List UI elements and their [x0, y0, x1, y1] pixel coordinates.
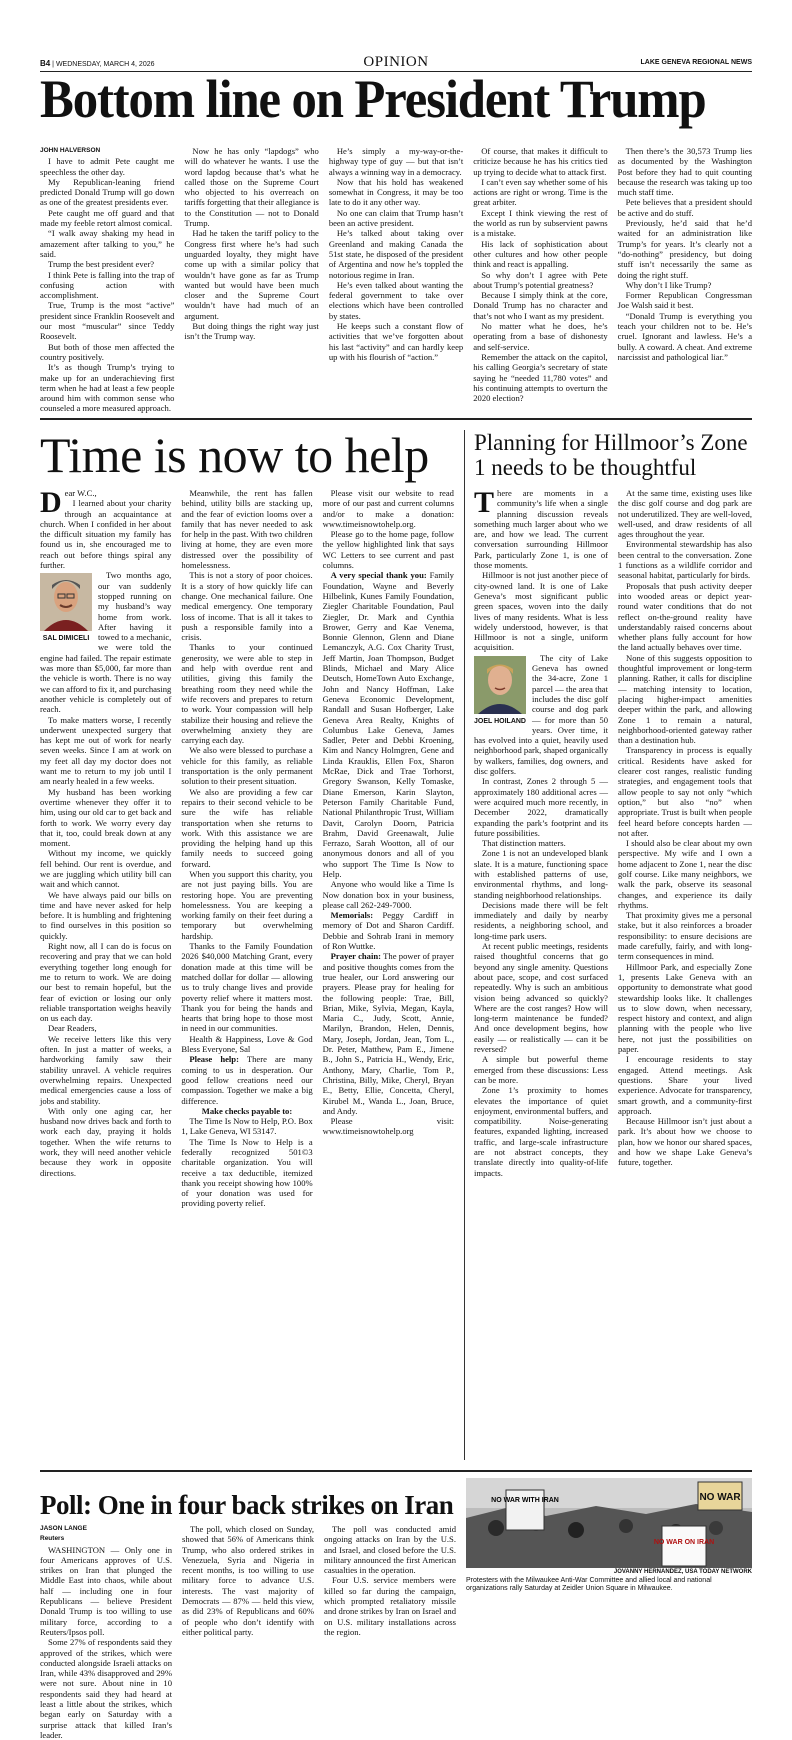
please-help-text: There are many coming to us in desperation. Our good fellow creations need our compassion. Together we make a big difference.	[181, 1054, 313, 1106]
story3-para: here are moments in a community’s life when a single planning discussion reveals something much larger about who we are, and how we lead. The current conversation surrounding Hillmoor Park, particularly Zone 1, is one of those moments.	[474, 488, 608, 571]
story2-col-1	[40, 488, 171, 1458]
story3-para: I encourage residents to stay engaged. Attend meetings. Ask questions. Share your lived experience. Advocate for transparency, smart growth, and a community-first approach.	[618, 1054, 752, 1116]
story1-para: Because I simply think at the core, Donald Trump has no character and that’s not who I want as my president.	[473, 290, 608, 321]
photo-credit: JOVANNY HERNANDEZ, USA TODAY NETWORK	[613, 1569, 752, 1575]
story1-para: Former Republican Congressman Joe Walsh said it best.	[617, 290, 753, 311]
story2-para: The Time Is Now to Help is a federally recognized 501©3 charitable organization. You will receive a tax deductible, itemized thank you receipt showing how 100% of your donation was used for providing poverty relief.	[181, 1136, 313, 1209]
section-name: OPINION	[363, 54, 429, 70]
story1-para: I think Pete is falling into the trap of confusing action with accomplishment.	[40, 269, 175, 301]
story1-para: I have to admit Pete caught me speechless the other day.	[40, 156, 175, 177]
story1-para: But both of those men affected the country positively.	[40, 341, 175, 362]
story3-bottom-rule	[40, 1470, 752, 1472]
story4-byline: JASON LANGE	[40, 1525, 87, 1532]
story1-col-3	[329, 146, 463, 408]
column-divider	[464, 430, 465, 1460]
story3-col-2	[618, 488, 752, 1458]
story4-para: Some 27% of respondents said they approved of the strikes, which were conducted alongside Israeli attacks on Iran, while 43% disapproved and 29% were not sure. About nine in 10 respondents said they had heard at least a little about the strikes, which began early on Saturday with a surprise attack that killed Iran’s leader.	[40, 1637, 172, 1740]
story1-para: I can’t even say whether some of his actions are right or wrong. Time is the great arbiter.	[473, 176, 608, 208]
sal-dimiceli-photo	[40, 573, 92, 631]
story1-para: He’s talked about taking over Greenland and making Canada the 51st state, he disposed of the president of Argentina and now he’s toppled the notorious regime in Iran.	[328, 228, 464, 280]
sal-dimiceli-caption: SAL DIMICELI	[42, 635, 90, 643]
story3-para: That distinction matters.	[482, 838, 566, 849]
story2-memorials	[323, 910, 454, 951]
story1-para: He’s simply a my-way-or-the-highway type of guy — but that isn’t always a winning way in a democracy.	[328, 146, 464, 177]
story2-para: Thanks to the Family Foundation 2026 $40,000 Matching Grant, every donation made at this time will be matched dollar for dollar — allowing us to truly change lives and provide poverty relief where it matters most. Thank you for being the hands and hearts that bring hope to those most in need in our communities.	[181, 941, 313, 1034]
story1-body	[40, 146, 753, 414]
story1-para: It’s as though Trump’s trying to make up for an underachieving first term when he had at least a few people around him with common sense who counseled a more measured approach.	[40, 362, 175, 414]
story3-para: In contrast, Zones 2 through 5 — approximately 180 additional acres — were acquired much more recently, in December 2022, dramatically expanding the park’s footprint and its future possibilities.	[474, 776, 608, 838]
story1-para: Why don’t I like Trump?	[625, 279, 712, 290]
story2-para: Two months ago, our van suddenly stopped running on my husband’s way home from work. After having it towed to a mechanic, we were told the engine had failed. The repair estimate was more than $5,000, far more than the vehicle is worth. There is no way we can afford to fix it, and purchasing another vehicle is completely out of reach.	[40, 570, 172, 715]
story4-para: The poll was conducted amid ongoing attacks on Iran by the U.S. and Israel, and closed before the U.S. military announced the first American casualties in the operation.	[324, 1524, 456, 1576]
story3-col-1	[474, 488, 608, 1458]
protest-sign-2	[698, 1482, 742, 1510]
story4-headline: Poll: One in four back strikes on Iran	[40, 1490, 454, 1520]
thanks-text: Family Foundation, Wayne and Beverly Hilbelink, Kunes Family Foundation, Ziegler Charitable Foundation, Paul Ziegler, Dr. Mark and Cynthia Brower, Gerry and Kae Venema, Bonnie Glennon, Glenn and Diane Lemanczyk, A.G. Cox Charity Trust, Jeff Martin, Joan Thompson, Budget Blinds, Michael and Mary Alice Deutsch, HomeTown Auto Exchange, John and Nancy Hoffman, Lake Geneva Economic Development, Randall and Susan Hofberger, Lake Geneva Area Realty, Knights of Columbus Lake Geneva, James Sadler, Peter and Debbi Kroening, Kim and Nancy Holmgren, Gene and Linda Krauklis, Ellen Fox, Sharon McRae, Dick and Trae Torhorst, Gregory Swanson, Kelly Tomaske, Diane Emerson, Karin Slayton, Peterson Family Charitable Fund, National Philanthropic Trust, William Davit, Carolyn Doorn, Patricia Brahm, David Greenawalt, Julie Ferrazo, Sarah Wootton, all of our anonymous donors and all of you who support The Time Is Now to Help.	[322, 570, 454, 879]
thanks-label: A very special thank you:	[330, 570, 427, 581]
story3-para: Hillmoor Park, and especially Zone 1, presents Lake Geneva with an opportunity to demonstrate what good stewardship looks like. It challenges us to slow down, when necessary, respect history and context, and align planning with the people who live here, not just the possibilities on paper.	[618, 961, 752, 1055]
story3-para: That proximity gives me a personal stake, but it also reinforces a broader responsibility: to ensure decisions are made carefully, fairly, and with long-term consequences in mind.	[618, 910, 752, 962]
story2-para: Right now, all I can do is focus on recovering and pray that we can hold everything together long enough for me to return to work. We are doing our best to remain hopeful, but the fear of eviction or losing our only reliable transportation weighs heavily on us each day.	[40, 941, 172, 1024]
story1-para: Had he taken the tariff policy to the Congress first where he’s had such unguarded loyalty, they might have come up with a similar policy that wouldn’t have gone as far as Trump wanted but would have been much closer and the Supreme Court wouldn’t have had much of an argument.	[184, 228, 319, 321]
story3-para: The city of Lake Geneva has owned the 34-acre, Zone 1 parcel — the area that includes the disc golf course and dog park — for more than 50 years. Over time, it has evolved into a quiet, heavily used neighborhood park, shaped organically by walkers, families, dog owners, and disc golfers.	[474, 652, 608, 777]
story2-para: With only one aging car, her husband now drives back and forth to work each day, praying it holds together. When the wife returns to work, they will need another vehicle because they work in opposite directions.	[40, 1105, 172, 1178]
story2-para: Please go to the home page, follow the yellow highlighted link that says WC Letters to see current and past columns.	[322, 529, 454, 571]
paper-name: LAKE GENEVA REGIONAL NEWS	[640, 59, 752, 66]
joel-hoiland-photo	[474, 656, 526, 714]
story1-col-2	[184, 146, 318, 408]
story3-para: Because Hillmoor isn’t just about a park. It’s about how we choose to plan, how we honor our shared spaces, and how we shape Lake Geneva’s future, together.	[618, 1116, 752, 1168]
story1-col-5	[618, 146, 752, 408]
prayer-label: Prayer chain:	[330, 951, 382, 962]
story2-checks-label	[181, 1106, 312, 1116]
story1-para: True, Trump is the most “active” president since Franklin Roosevelt and our most “muscular” since Teddy Roosevelt.	[40, 300, 175, 342]
story2-para: We receive letters like this very often. In just a matter of weeks, a hardworking family saw their stability unravel. A vehicle requires overwhelming repairs. Unexpected medical emergencies cause a loss of jobs and stability.	[40, 1033, 172, 1106]
story2-col-3	[323, 488, 454, 1458]
story1-para: Trump the best president ever?	[48, 259, 155, 270]
story4-col-3	[324, 1524, 456, 1637]
story2-donation-box: Anyone who would like a Time Is Now donation box in your business, please call 262-249-7000.	[322, 879, 454, 910]
story1-para: Now he has only “lapdogs” who will do whatever he wants. I use the word lapdog because that’s what he called those on the Supreme Court who objected to his overreach on tariffs forgetting that their allegiance is to the Constitution — not to Donald Trump.	[184, 146, 319, 229]
story1-col-1	[40, 146, 175, 414]
story3-para: None of this suggests opposition to thoughtful improvement or long-term planning. Rather, it calls for discipline — matching intensity to location, placing higher-impact amenities deeper within the park, and allowing Zone 1 to remain a natural, neighborhood-oriented gateway rather than a destination hub.	[618, 652, 752, 746]
story2-para: We also are providing a few car repairs to their second vehicle to be sure the wife has reliable transportation when she returns to work. With this assistance we are providing the helping hand up this family needs to succeed going forward.	[181, 786, 313, 869]
story1-para: He keeps such a constant flow of activities that we’ve forgotten about his last “activity” and can hardly keep up with his flourish of “action.”	[328, 321, 464, 362]
story3-para: I should also be clear about my own perspective. My wife and I own a home adjacent to Zone 1, near the disc golf course. Like many neighbors, we walk the park, observe its seasonal changes, and experience its daily rhythms.	[618, 838, 752, 910]
story3-headline: Planning for Hillmoor’s Zone 1 needs to be thoughtful	[474, 430, 748, 480]
photo-caption: Protesters with the Milwaukee Anti-War Committee and allied local and national organizations rally Saturday at Zeidler Union Square in Milwaukee.	[466, 1577, 712, 1592]
story2-para: This is not a story of poor choices. It is a story of how quickly life can change. One mechanical failure. One medical emergency. One temporary loss of income. That is all it takes to push a responsible family into a crisis.	[181, 570, 313, 643]
story1-para: Pete caught me off guard and that made my feeble retort almost comical.	[40, 207, 175, 229]
story1-para: My Republican-leaning friend predicted Donald Trump will go down as one of the greatest presidents ever.	[40, 176, 175, 208]
please-help-label: Please help:	[189, 1054, 239, 1065]
story4-agency: Reuters	[40, 1535, 65, 1543]
story2-para: We have always paid our bills on time and have never asked for help before. It is humbling and frightening to find ourselves in this position so quickly.	[40, 889, 172, 941]
story2-para: I learned about your charity through an acquaintance at church. When I confided in her about the difficult situation my family has found us in, she encouraged me to reach out before things spiral any further.	[40, 498, 172, 571]
story2-salutation: ear W.C.,	[64, 488, 97, 498]
story1-para: Remember the attack on the capitol, his calling Georgia’s secretary of state saying he “needed 11,780 votes” and his continuing attempts to overturn the 2020 election?	[473, 351, 608, 404]
story1-para: Now that his hold has weakened somewhat in Congress, it may be too late to do it any other way.	[328, 176, 464, 208]
joel-hoiland-mug	[474, 656, 526, 726]
story3-para: At recent public meetings, residents raised thoughtful concerns that go beyond any single amenity. Questions about pace, scope, and cost surfaced repeatedly. Why is such an ambitious vision being advanced so quickly? Where are the cost ranges? How will long-term maintenance be funded? And once development begins, how easily — or realistically — can it be reversed?	[474, 941, 608, 1055]
story1-byline: JOHN HALVERSON	[40, 147, 101, 154]
story2-headline: Time is now to help	[40, 427, 429, 483]
memorials-label: Memorials:	[330, 910, 374, 921]
joel-hoiland-caption: JOEL HOILAND	[474, 717, 526, 725]
sign-3-text: NO WAR ON IRAN	[653, 1539, 715, 1546]
story1-para: No one can claim that Trump hasn’t been an active president.	[328, 207, 464, 229]
story3-para: Zone 1 is not an undeveloped blank slate. It is a mature, functioning space with established patterns of use, environmental rhythms, and long-standing neighborhood relationships.	[474, 848, 608, 900]
story2-thanks	[323, 570, 454, 879]
story4-body	[40, 1524, 456, 1740]
checks-label: Make checks payable to:	[201, 1105, 293, 1116]
page-number: B4	[40, 59, 51, 68]
story4-col-2	[182, 1524, 314, 1637]
story1-col-4	[473, 146, 607, 408]
story3-para: Hillmoor is not just another piece of city-owned land. It is one of Lake Geneva’s most significant public green spaces, woven into the daily lives of many residents. What is less widely understood, however, is that Hillmoor is not a single, uniform acquisition.	[474, 570, 608, 653]
story2-prayer	[323, 951, 454, 1116]
issue-date: WEDNESDAY, MARCH 4, 2026	[55, 61, 155, 68]
story2-para: Thanks to your continued generosity, we were able to step in and help with overdue rent and utilities, giving this family the breathing room they need while the wife recovers and prepares to return to work. Your compassion will help stabilize their housing and relieve the overwhelming anxiety they are carrying each day.	[181, 642, 313, 746]
story2-para: Health & Happiness, Love & God Bless Everyone, Sal	[181, 1033, 313, 1055]
story1-para: No matter what he does, he’s operating from a base of dishonesty and self-service.	[473, 321, 608, 352]
sign-1-text: NO WAR WITH IRAN	[491, 1497, 559, 1504]
story1-headline: Bottom line on President Trump	[40, 69, 706, 129]
story2-para: Without my income, we quickly fell behind. Our rent is overdue, and we are juggling which utility bill can wait and which cannot.	[40, 848, 172, 890]
story3-body	[474, 488, 752, 1458]
story2-para: To make matters worse, I recently underwent unexpected surgery that has kept me out of work for nearly seven weeks. Since I am at work on my feet all day my doctor does not want me to return to my job until I am nearly healed in a few weeks.	[40, 714, 172, 787]
story4-para: Four U.S. service members were killed so far during the campaign, which prompted retaliatory missile and drone strikes by Iran on Israel and on U.S. military installations across the region.	[324, 1575, 456, 1637]
story2-para: Meanwhile, the rent has fallen behind, utility bills are stacking up, and the fear of eviction looms over a family that has never needed to ask for help in the past. With two children living at home, they are even more distressed over the possibility of homelessness.	[181, 488, 313, 571]
sign-2-text: NO WAR	[699, 1492, 741, 1503]
story3-para: Zone 1’s proximity to homes elevates the importance of quiet enjoyment, environmental buffers, and compatibility. Noise-generating features, expanded lighting, increased traffic, and large-scale infrastructure are not abstract concepts, they translate directly into quality-of-life impacts.	[474, 1085, 608, 1178]
sal-dimiceli-mug	[40, 573, 92, 643]
story2-para: My husband has been working overtime whenever they offer it to him, using our old car to get back and forth to work. We worry every day that it, too, could break down at any moment.	[40, 786, 172, 849]
story1-para: Of course, that makes it difficult to criticize because he has his critics tied up trying to decide what to attack first.	[473, 146, 608, 177]
story3-para: Environmental stewardship has also been central to the conversation. Zone 1 functions as a wildlife corridor and seasonal habitat, particularly for birds.	[618, 539, 752, 581]
folio-bar	[40, 54, 752, 70]
story2-para: We also were blessed to purchase a vehicle for this family, as reliable transportation is the only permanent solution to their present situation.	[181, 745, 313, 787]
story3-dropcap: T	[474, 486, 495, 519]
story3-para: A simple but powerful theme emerged from these discussions: Less can be more.	[474, 1054, 608, 1085]
story3-para: Proposals that push activity deeper into wooded areas or depict year-round water conditions that do not reflect on-the-ground reality have understandably raised concerns about whether plans fully account for how the land actually behaves over time.	[618, 580, 752, 653]
story1-para: Then there’s the 30,573 Trump lies as documented by the Washington Post before they had to quit counting because the research was taking up too much staff time.	[617, 146, 753, 198]
story2-para: Dear Readers,	[48, 1023, 97, 1034]
story2-checks-text: The Time Is Now to Help, P.O. Box 1, Lake Geneva, WI 53147.	[181, 1116, 313, 1137]
story1-para: So why don’t I agree with Pete about Trump’s potential greatness?	[473, 269, 608, 290]
prayer-text: The power of prayer and positive thoughts comes from the true healer, our Lord answering our prayers. Please pray for healing for the following people: Trae, Bill, Brian, Mike, Sylvia, Megan, Kayla, Maria C., Judy, Scott, Annie, Marilyn, Brandon, Helen, Dennis, Mary, Joseph, Jordan, Jean, Tom L., Dr. Peter, Matthew, Pam E., Jimene B., John S., Patricia H., Wendy, Eric, Anthony, Mary, Charlie, Tom P., Christina, Billy, Mike, Cheryl, Bryan E., Betty, Ellie, Concetta, Cheryl, Kirubel M., Wanda L., Joan, Bruce, and Andy.	[322, 951, 454, 1116]
story4-para: The poll, which closed on Sunday, showed that 56% of Americans think Trump, who also ordered strikes in Venezuela, Syria and Nigeria in recent months, is too willing to use military force to advance U.S. interests. The vast majority of Democrats — 87% — held this view, as did 23% of Republicans and 60% of people who don’t identify with either political party.	[182, 1524, 314, 1637]
story1-para: Previously, he’d said that he’d waited for an administration like Trump’s for years. It’s clearly not a “do-nothing” presidency, but doing stuff isn’t necessarily the same as doing the right stuff.	[617, 218, 753, 280]
story3-para: Decisions made there will be felt immediately and daily by nearby residents, a neighboring school, and long-time park users.	[474, 899, 608, 941]
story3-para: Transparency in process is equally critical. Residents have asked for clearer cost ranges, realistic funding strategies, and engagement tools that allow people to say not only “which option,” but also “no” when appropriate. Trust is built when people feel heard before concepts harden — not after.	[618, 745, 752, 838]
story1-para: His lack of sophistication about other cultures and how other people think and react is appalling.	[473, 238, 608, 270]
story2-body	[40, 488, 454, 1458]
protest-sign-3	[654, 1526, 714, 1566]
protest-photo	[466, 1478, 752, 1568]
story1-para: He’s even talked about wanting the federal government to take over elections which have been controlled by states.	[328, 279, 464, 321]
story3-para: At the same time, existing uses like the disc golf course and dog park are not underutilized. They are well-loved, well-used, and draw residents of all ages throughout the year.	[618, 488, 752, 540]
story1-para: But doing things the right way just isn’t the Trump way.	[184, 321, 319, 342]
memorials-text: Peggy Cardiff in memory of Dot and Sharon Cardiff. Debbie and Sohrab Irani in memory of Ron Wuttke.	[322, 910, 454, 952]
story2-dropcap: D	[40, 486, 62, 519]
story1-para: “I walk away shaking my head in amazement after talking to you,” he said.	[40, 228, 175, 259]
story1-para: Pete believes that a president should be active and do stuff.	[617, 197, 753, 218]
story2-para: Please visit our website to read more of our past and current columns and/or to make a donation: www.timeisnowtohelp.org.	[322, 488, 454, 529]
story2-para: When you support this charity, you are not just paying bills. You are restoring hope. You are preventing homelessness. You are keeping a working family on their feet during a temporary but overwhelming hardship.	[181, 868, 313, 941]
story1-para: Except I think viewing the rest of the world as run by subservient pawns is a mistake.	[473, 207, 608, 239]
story1-bottom-rule	[40, 418, 752, 420]
story4-col-1	[40, 1524, 172, 1740]
story1-para: “Donald Trump is everything you teach your children not to be. He’s cruel. Ignorant and lawless. He’s a bully. A coward. A cheat. And extreme narcissist and pathological liar.”	[617, 310, 753, 362]
story2-col-2	[181, 488, 312, 1458]
folio-left: B4 | WEDNESDAY, MARCH 4, 2026	[40, 59, 155, 68]
story2-visit: Please visit: www.timeisnowtohelp.org	[322, 1116, 454, 1137]
story2-please-help	[181, 1054, 312, 1105]
story4-para: WASHINGTON — Only one in four Americans approves of U.S. strikes on Iran that plunged the Middle East into chaos, while about half — including one in four Republicans — believe President Donald Trump is too willing to use military force, according to a Reuters/Ipsos poll.	[40, 1544, 172, 1637]
